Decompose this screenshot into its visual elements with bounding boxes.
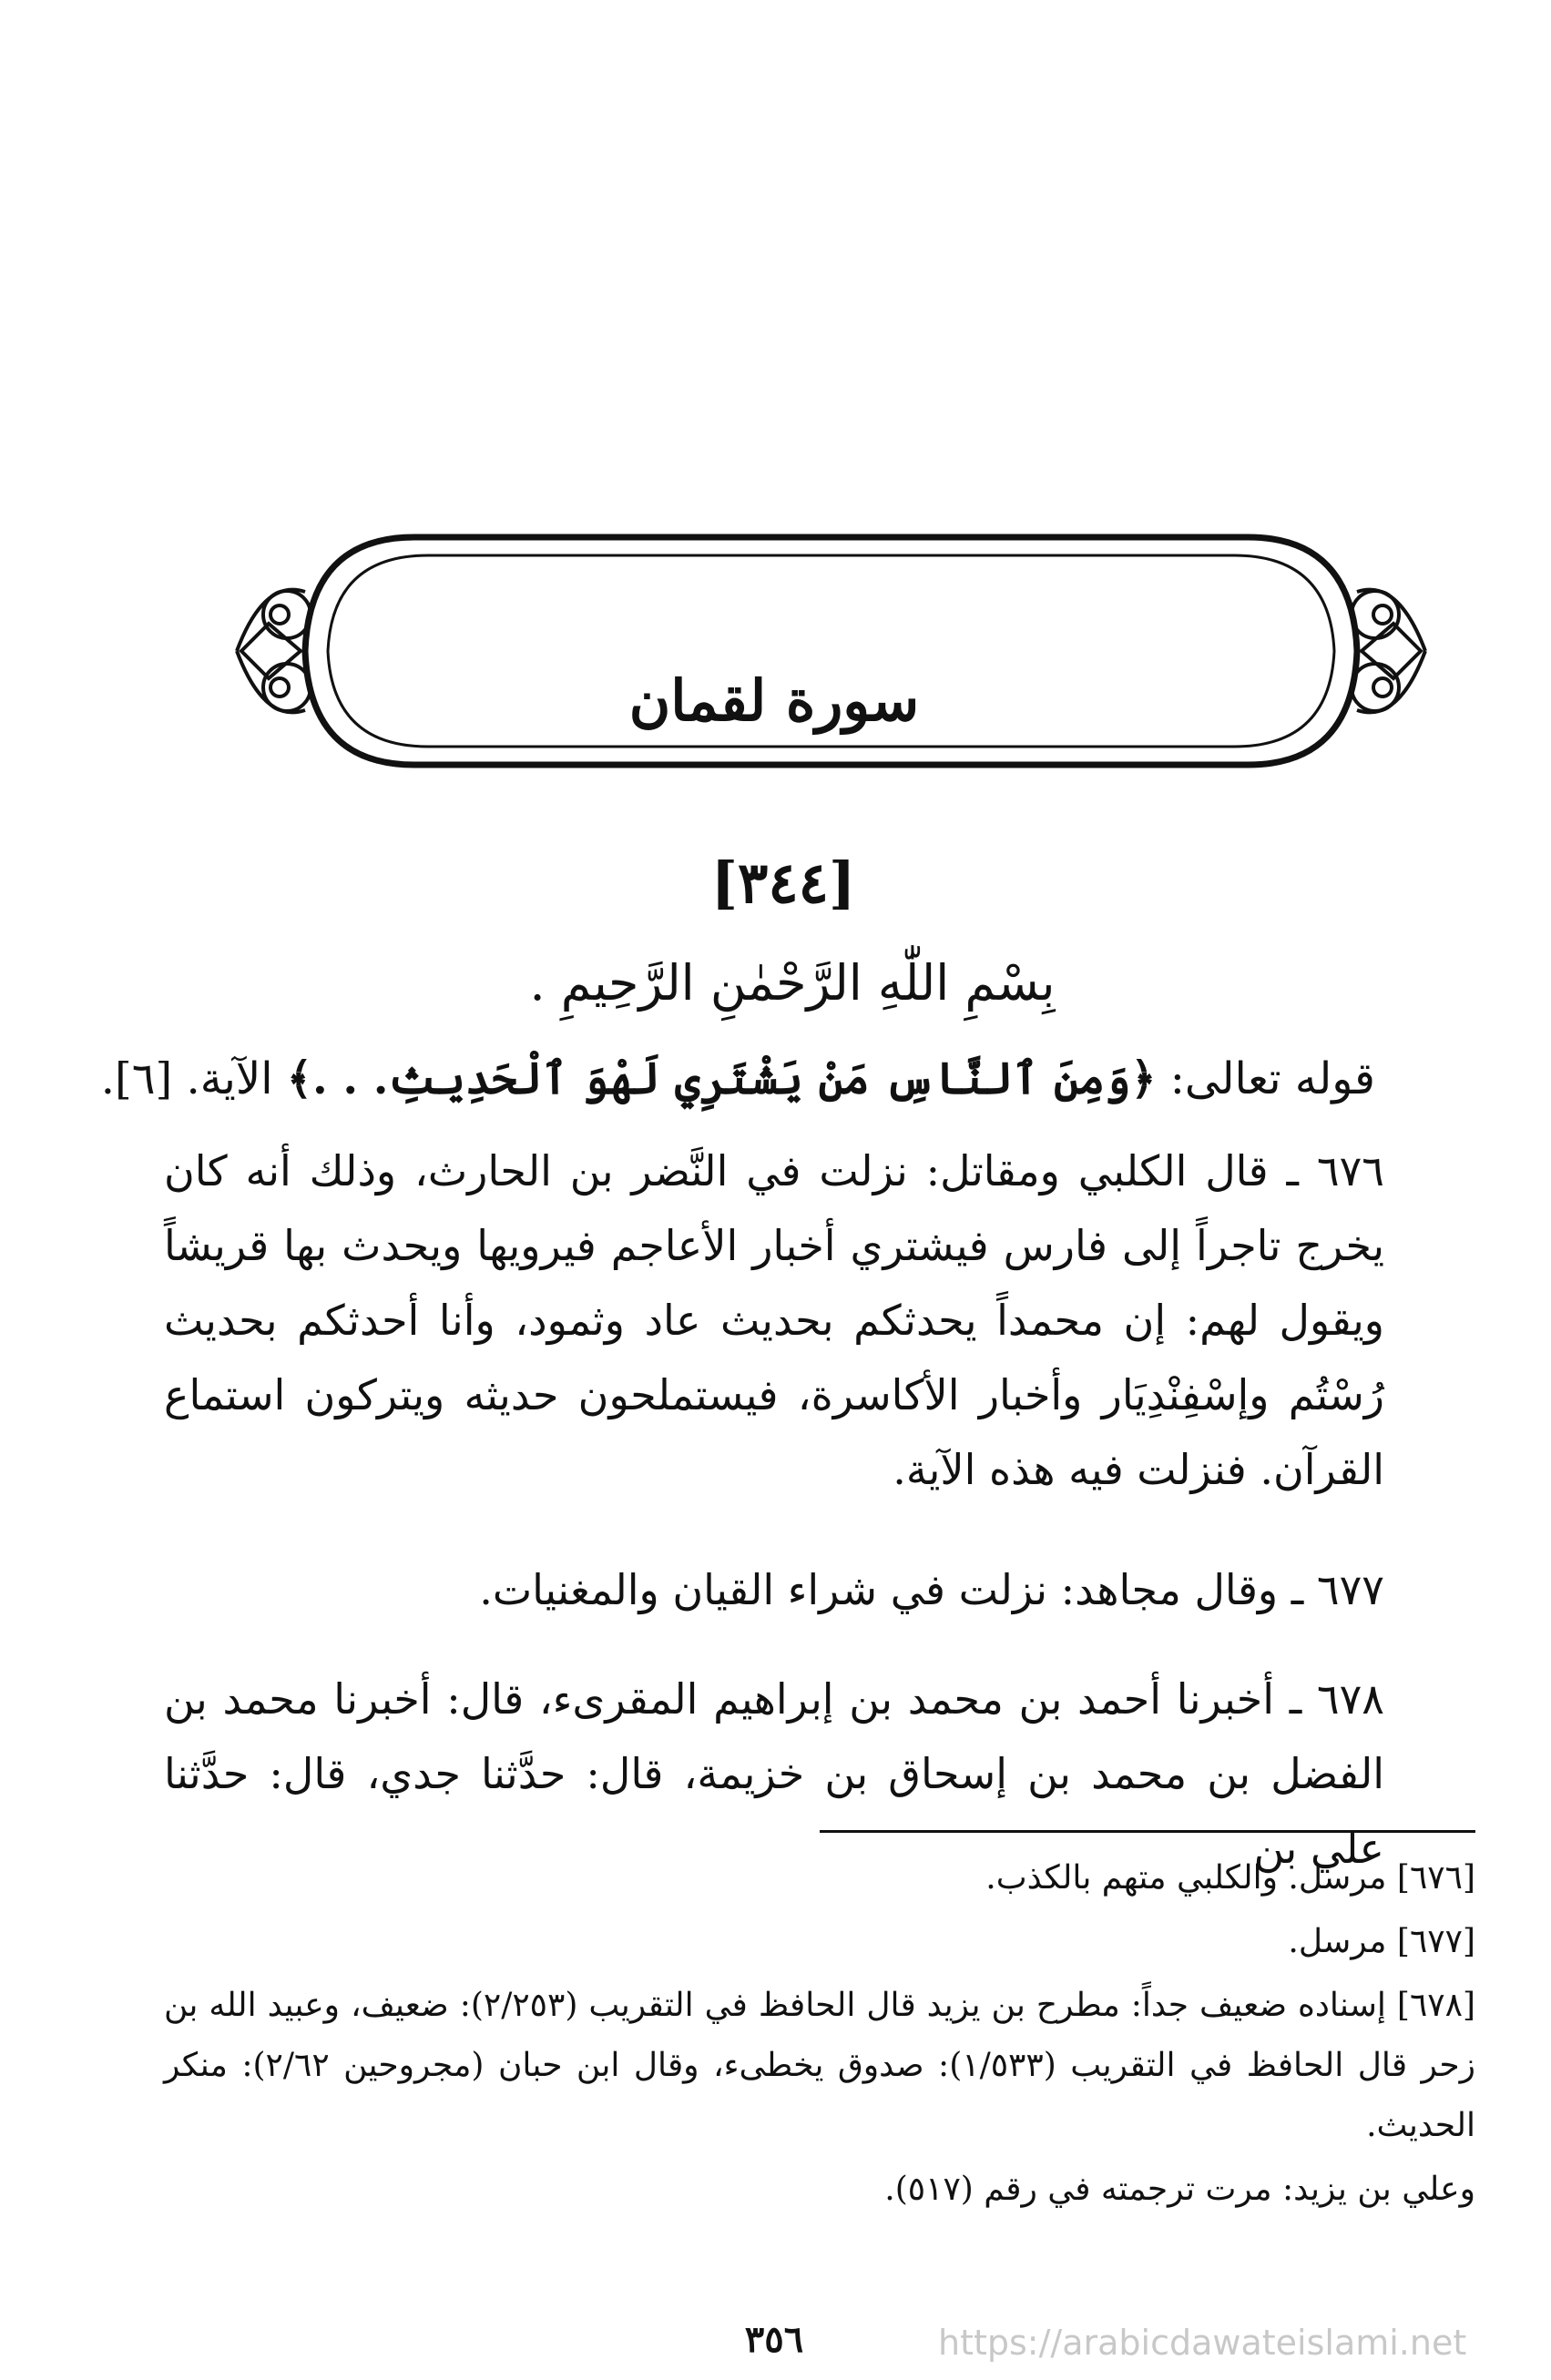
footnote-677: [٦٧٧] مرسل.: [1288, 1923, 1475, 1960]
watermark-url: https://arabicdawateislami.net: [938, 2323, 1467, 2363]
verse-line: [100, 1029, 1375, 1129]
paragraph-677: ٦٧٧ ـ وقال مجاهد: نزلت في شراء القيان والمغنيات.: [479, 1565, 1384, 1614]
footnote-676: [٦٧٦] مرسل. والكلبي متهم بالكذب.: [985, 1859, 1475, 1897]
footnote-678: [٦٧٨] إسناده ضعيف جداً: مطرح بن يزيد قال الحافظ في التقريب (٢/٢٥٣): ضعيف، وعبيد الله بن زحر قال الحافظ في التقريب (١/٥٣٣): صدوق يخطىء، وقال ابن حبان (مجروحين ٢/٦٢): منكر الحديث.: [164, 1987, 1476, 2144]
bismillah-line: بِسْمِ اللّٰهِ الرَّحْمٰنِ الرَّحِيمِ .: [529, 954, 1056, 1012]
surah-title: سورة لقمان: [628, 667, 920, 734]
verse-intro: قوله تعالى:: [1156, 1053, 1375, 1104]
page-number: ٣٥٦: [744, 2318, 804, 2361]
footnotes: [164, 1848, 1475, 2223]
verse-outro: الآية. [٦].: [100, 1053, 287, 1104]
footnote-divider: [820, 1830, 1475, 1833]
quran-verse: ﴿وَمِنَ ٱلنَّاسِ مَنْ يَشْتَرِي لَهْوَ ٱلْحَدِيثِ. . .﴾: [286, 1053, 1157, 1104]
section-number: [٣٤٤]: [710, 849, 856, 916]
paragraph-678: ٦٧٨ ـ أخبرنا أحمد بن محمد بن إبراهيم المقرىء، قال: أخبرنا محمد بن الفضل بن محمد بن إسحاق بن خزيمة، قال: حدَّثنا جدي، قال: حدَّثنا علي بن: [164, 1674, 1384, 1873]
paragraph-676: ٦٧٦ ـ قال الكلبي ومقاتل: نزلت في النَّضر بن الحارث، وذلك أنه كان يخرج تاجراً إلى فارس فيشتري أخبار الأعاجم فيرويها ويحدث بها قريشاً ويقول لهم: إن محمداً يحدثكم بحديث عاد وثمود، وأنا أحدثكم بحديث رُسْتُم وإسْفِنْدِيَار وأخبار الأكاسرة، فيستملحون حديثه ويتركون استماع القرآن. فنزلت فيه هذه الآية.: [164, 1146, 1384, 1494]
footnote-678-continued: وعلي بن يزيد: مرت ترجمته في رقم (٥١٧).: [884, 2171, 1475, 2208]
